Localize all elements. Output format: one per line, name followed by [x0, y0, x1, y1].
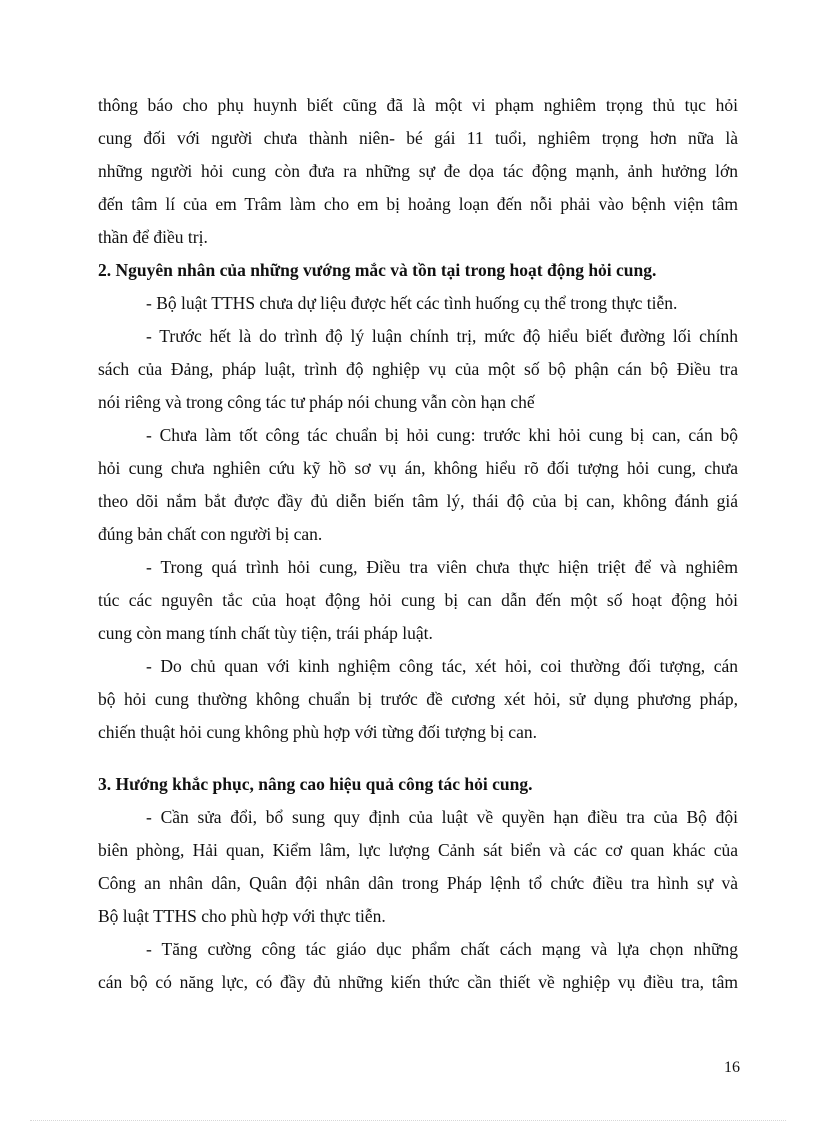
paragraph-line: bộ hỏi cung thường không chuẩn bị trước đề cương xét hỏi, sử dụng phương pháp,: [98, 689, 738, 709]
paragraph-line: đến tâm lí của em Trâm làm cho em bị hoảng loạn đến nỗi phải vào bệnh viện tâm: [98, 194, 738, 214]
paragraph-line: sách của Đảng, pháp luật, trình độ nghiệp vụ của một số bộ phận cán bộ Điều tra: [98, 359, 738, 379]
paragraph-line: - Chưa làm tốt công tác chuẩn bị hỏi cung: trước khi hỏi cung bị can, cán bộ: [146, 425, 738, 445]
paragraph-line: hỏi cung chưa nghiên cứu kỹ hồ sơ vụ án, không hiểu rõ đối tượng hỏi cung, chưa: [98, 458, 738, 478]
paragraph-line: biên phòng, Hải quan, Kiểm lâm, lực lượng Cảnh sát biển và các cơ quan khác của: [98, 840, 738, 860]
paragraph-line: - Do chủ quan với kinh nghiệm công tác, xét hỏi, coi thường đối tượng, cán: [146, 656, 738, 676]
section-heading-3: 3. Hướng khắc phục, nâng cao hiệu quả công tác hỏi cung.: [98, 774, 533, 794]
section-heading-2: 2. Nguyên nhân của những vướng mắc và tồn tại trong hoạt động hỏi cung.: [98, 260, 657, 280]
page-number: 16: [724, 1059, 740, 1076]
paragraph-line: thần để điều trị.: [98, 227, 208, 247]
paragraph-line: nói riêng và trong công tác tư pháp nói chung vẫn còn hạn chế: [98, 392, 535, 412]
paragraph-line: Công an nhân dân, Quân đội nhân dân trong Pháp lệnh tổ chức điều tra hình sự và: [98, 873, 738, 893]
paragraph-line: - Cần sửa đổi, bổ sung quy định của luật về quyền hạn điều tra của Bộ đội: [146, 807, 738, 827]
paragraph-line: cung đối với người chưa thành niên- bé gái 11 tuổi, nghiêm trọng hơn nữa là: [98, 128, 738, 148]
paragraph-line: cán bộ có năng lực, có đầy đủ những kiến thức cần thiết về nghiệp vụ điều tra, tâm: [98, 972, 738, 992]
paragraph-line: những người hỏi cung còn đưa ra những sự đe dọa tác động mạnh, ảnh hưởng lớn: [98, 161, 738, 181]
paragraph-line: - Trước hết là do trình độ lý luận chính trị, mức độ hiểu biết đường lối chính: [146, 326, 738, 346]
paragraph-line: đúng bản chất con người bị can.: [98, 524, 323, 544]
paragraph-line: túc các nguyên tắc của hoạt động hỏi cung bị can dẫn đến một số hoạt động hỏi: [98, 590, 738, 610]
paragraph-line: thông báo cho phụ huynh biết cũng đã là một vi phạm nghiêm trọng thủ tục hỏi: [98, 95, 738, 115]
paragraph-line: - Bộ luật TTHS chưa dự liệu được hết các tình huống cụ thể trong thực tiễn.: [146, 293, 678, 313]
paragraph-line: theo dõi nắm bắt được đầy đủ diễn biến tâm lý, thái độ của bị can, không đánh giá: [98, 491, 738, 511]
paragraph-line: - Tăng cường công tác giáo dục phẩm chất cách mạng và lựa chọn những: [146, 939, 738, 959]
paragraph-line: chiến thuật hỏi cung không phù hợp với từng đối tượng bị can.: [98, 722, 537, 742]
page-bottom-divider: [30, 1120, 786, 1121]
paragraph-line: Bộ luật TTHS cho phù hợp với thực tiễn.: [98, 906, 386, 926]
paragraph-line: cung còn mang tính chất tùy tiện, trái pháp luật.: [98, 623, 433, 643]
paragraph-line: - Trong quá trình hỏi cung, Điều tra viên chưa thực hiện triệt để và nghiêm: [146, 557, 738, 577]
